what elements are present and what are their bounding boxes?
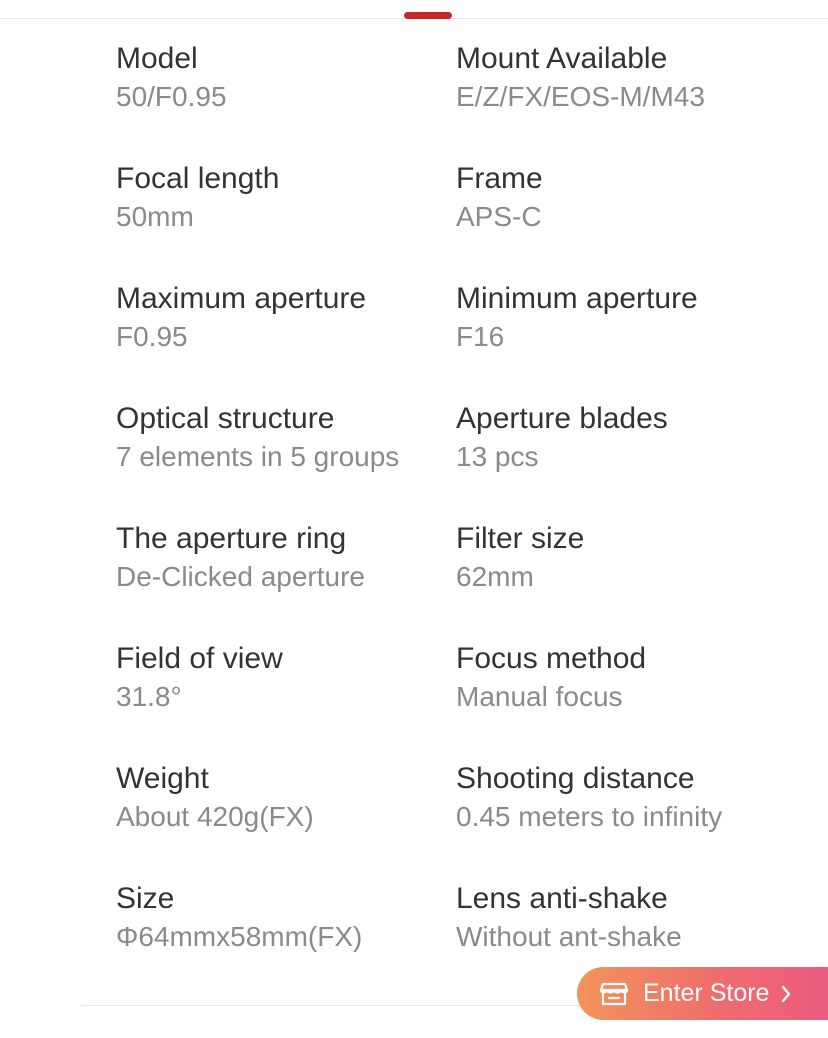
spec-label: Mount Available <box>456 42 668 75</box>
active-tab-indicator <box>404 12 452 19</box>
spec-item-focal-length <box>116 160 456 280</box>
spec-item-size <box>116 880 456 1000</box>
spec-item-shooting-distance <box>456 760 796 880</box>
spec-row <box>116 400 796 520</box>
spec-value: 50/F0.95 <box>116 81 227 112</box>
spec-item-filter-size <box>456 520 796 640</box>
spec-item-focus-method <box>456 640 796 760</box>
spec-value: 62mm <box>456 561 534 592</box>
spec-item-max-aperture <box>116 280 456 400</box>
spec-item-field-of-view <box>116 640 456 760</box>
store-icon <box>599 981 629 1007</box>
spec-value: F16 <box>456 321 505 352</box>
spec-label: Lens anti-shake <box>456 882 668 915</box>
spec-label: Optical structure <box>116 402 335 435</box>
spec-label: Maximum aperture <box>116 282 367 315</box>
spec-row <box>116 160 796 280</box>
spec-label: Focus method <box>456 642 647 675</box>
spec-value: E/Z/FX/EOS-M/M43 <box>456 81 705 112</box>
spec-value: F0.95 <box>116 321 188 352</box>
chevron-right-icon <box>779 983 793 1005</box>
spec-value: 31.8° <box>116 681 182 712</box>
spec-value: 13 pcs <box>456 441 539 472</box>
spec-label: Minimum aperture <box>456 282 698 315</box>
spec-item-frame <box>456 160 796 280</box>
spec-label: Weight <box>116 762 209 795</box>
spec-item-aperture-ring <box>116 520 456 640</box>
spec-item-aperture-blades <box>456 400 796 520</box>
spec-label: Shooting distance <box>456 762 695 795</box>
spec-value: 50mm <box>116 201 194 232</box>
spec-value: 7 elements in 5 groups <box>116 441 400 472</box>
spec-item-model <box>116 40 456 160</box>
spec-value: About 420g(FX) <box>116 801 314 832</box>
spec-item-min-aperture <box>456 280 796 400</box>
spec-label: Aperture blades <box>456 402 668 435</box>
spec-value: Φ64mmx58mm(FX) <box>116 921 363 952</box>
spec-row <box>116 40 796 160</box>
enter-store-label: Enter Store <box>643 979 770 1007</box>
spec-grid <box>116 40 796 1000</box>
spec-label: Field of view <box>116 642 283 675</box>
spec-row <box>116 640 796 760</box>
spec-row <box>116 520 796 640</box>
enter-store-button[interactable] <box>577 967 828 1020</box>
spec-value: De-Clicked aperture <box>116 561 365 592</box>
spec-label: Filter size <box>456 522 585 555</box>
spec-row <box>116 280 796 400</box>
spec-label: The aperture ring <box>116 522 347 555</box>
spec-value: 0.45 meters to infinity <box>456 801 723 832</box>
spec-label: Model <box>116 42 198 75</box>
spec-label: Frame <box>456 162 543 195</box>
spec-value: Manual focus <box>456 681 623 712</box>
spec-item-weight <box>116 760 456 880</box>
spec-value: Without ant-shake <box>456 921 682 952</box>
spec-row <box>116 760 796 880</box>
spec-value: APS-C <box>456 201 542 232</box>
spec-label: Focal length <box>116 162 280 195</box>
spec-item-mount <box>456 40 796 160</box>
spec-item-optical-structure <box>116 400 456 520</box>
spec-label: Size <box>116 882 175 915</box>
